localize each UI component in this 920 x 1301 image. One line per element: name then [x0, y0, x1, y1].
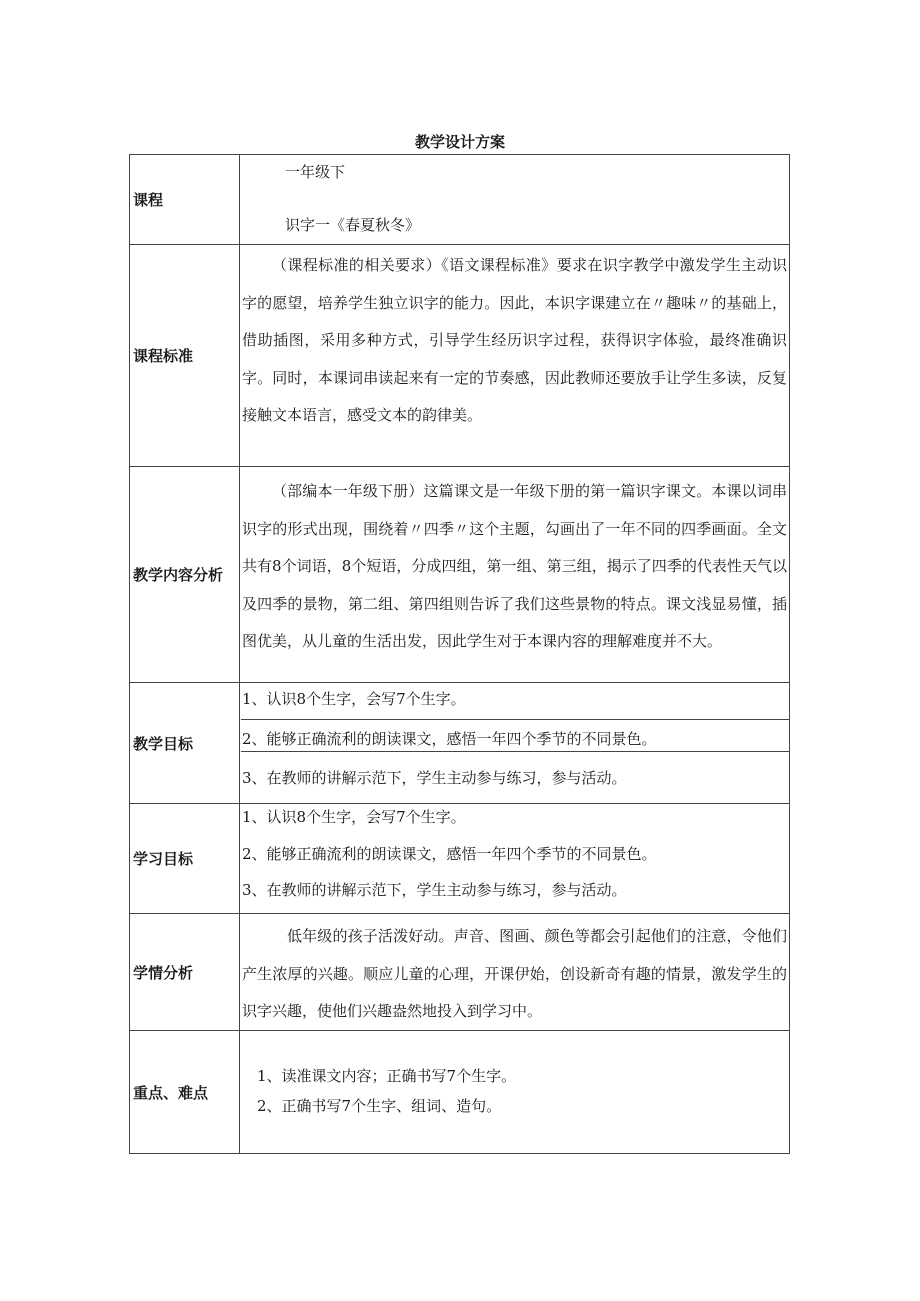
learning-goals-content: [241, 804, 789, 913]
course-title: 识字一《春夏秋冬》: [285, 216, 421, 234]
divider: [241, 751, 789, 752]
lesson-plan-table: [129, 154, 790, 1154]
label-key-points: 重点、难点: [130, 1031, 240, 1153]
key-point-item: 1、读准课文内容；正确书写7个生字。: [257, 1067, 517, 1085]
teaching-goals-content: [241, 683, 789, 803]
standard-content: [241, 245, 789, 466]
course-grade: 一年级下: [285, 163, 346, 181]
key-points-content: [241, 1031, 789, 1153]
row-teaching-goals: [130, 682, 789, 803]
divider: [241, 719, 789, 720]
content-analysis-content: [241, 467, 789, 682]
row-student-analysis: [130, 913, 789, 1030]
label-student-analysis: 学情分析: [130, 914, 240, 1030]
learning-goal-item: 2、能够正确流利的朗读课文，感悟一年四个季节的不同景色。: [242, 845, 657, 863]
document-title: 教学设计方案: [414, 133, 505, 151]
row-key-points: [130, 1030, 789, 1153]
teaching-goal-item: 3、在教师的讲解示范下，学生主动参与练习，参与活动。: [242, 769, 627, 787]
key-point-item: 2、正确书写7个生字、组词、造句。: [257, 1097, 502, 1115]
course-content: [241, 155, 789, 244]
row-course: [130, 155, 789, 244]
learning-goal-item: 1、认识8个生字，会写7个生字。: [242, 808, 466, 826]
row-learning-goals: [130, 803, 789, 913]
label-teaching-goals: 教学目标: [130, 683, 240, 803]
content-analysis-text: （部编本一年级下册）这篇课文是一年级下册的第一篇识字课文。本课以词串识字的形式出现，围绕着〃四季〃这个主题，勾画出了一年不同的四季画面。全文共有8个词语，8个短语，分成四组，第一组、第三组，揭示了四季的代表性天气以及四季的景物，第二组、第四组则告诉了我们这些景物的特点。课文浅显易懂，插图优美，从儿童的生活出发，因此学生对于本课内容的理解难度并不大。: [242, 482, 787, 650]
teaching-goal-item: 2、能够正确流利的朗读课文，感悟一年四个季节的不同景色。: [242, 730, 657, 748]
row-content-analysis: [130, 466, 789, 682]
standard-text: （课程标准的相关要求）《语文课程标准》要求在识字教学中激发学生主动识字的愿望，培养学生独立识字的能力。因此，本识字课建立在〃趣味〃的基础上，借助插图，采用多种方式，引导学生经历识字过程，获得识字体验，最终准确识字。同时，本课词串读起来有一定的节奏感，因此教师还要放手让学生多读，反复接触文本语言，感受文本的韵律美。: [242, 256, 787, 424]
label-content-analysis: 教学内容分析: [130, 467, 240, 682]
label-learning-goals: 学习目标: [130, 804, 240, 913]
student-analysis-content: [241, 914, 789, 1030]
label-course: 课程: [130, 155, 240, 244]
learning-goal-item: 3、在教师的讲解示范下，学生主动参与练习，参与活动。: [242, 881, 627, 899]
label-standard: 课程标准: [130, 245, 240, 466]
student-analysis-text: 低年级的孩子活泼好动。声音、图画、颜色等都会引起他们的注意，令他们产生浓厚的兴趣。顺应儿童的心理，开课伊始，创设新奇有趣的情景，激发学生的识字兴趣，使他们兴趣盎然地投入到学习中。: [242, 927, 787, 1020]
row-standard: [130, 244, 789, 466]
teaching-goal-item: 1、认识8个生字，会写7个生字。: [242, 690, 466, 708]
